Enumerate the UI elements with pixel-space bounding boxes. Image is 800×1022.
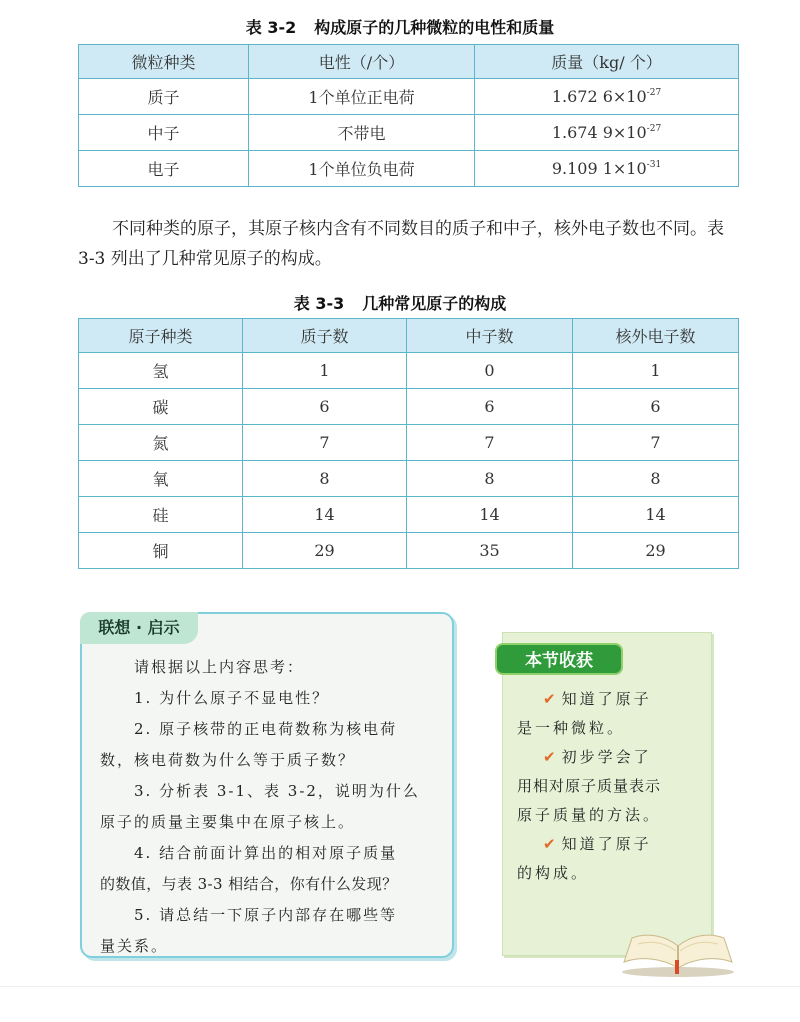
table-cell: 29 [573, 533, 739, 569]
column-header: 质量（kg/ 个） [475, 45, 739, 79]
summary-box-body [517, 685, 705, 888]
table-cell: 14 [573, 497, 739, 533]
check-icon: ✔ [543, 835, 556, 853]
table-cell: 氢 [79, 353, 243, 389]
table-cell: 1 [243, 353, 407, 389]
summary-item [517, 743, 705, 772]
summary-item [517, 685, 705, 714]
summary-text: 是一种微粒。 [517, 719, 626, 737]
column-header: 原子种类 [79, 319, 243, 353]
table-cell: 14 [243, 497, 407, 533]
check-icon: ✔ [543, 748, 556, 766]
think-box-body [100, 652, 440, 962]
table-3-3 [78, 318, 739, 569]
table-cell: 7 [573, 425, 739, 461]
table-cell: 中子 [79, 115, 249, 151]
table-cell: 6 [243, 389, 407, 425]
think-line: 数，核电荷数为什么等于质子数？ [100, 751, 356, 769]
think-box-tab: 联想 · 启示 [80, 612, 198, 644]
table-row [79, 151, 739, 187]
think-line: 原子的质量主要集中在原子核上。 [100, 813, 356, 831]
table-cell: 质子 [79, 79, 249, 115]
think-line: 2. 原子核带的正电荷数称为核电荷 [134, 720, 398, 738]
table-cell: 29 [243, 533, 407, 569]
table-cell: 1个单位正电荷 [249, 79, 475, 115]
table-cell: 35 [407, 533, 573, 569]
table-row [79, 79, 739, 115]
think-line: 量关系。 [100, 937, 169, 955]
column-header: 质子数 [243, 319, 407, 353]
table-3-3-title: 几种常见原子的构成 [362, 294, 507, 313]
table-3-2-number: 表 3-2 [245, 18, 297, 37]
table-cell: 氧 [79, 461, 243, 497]
body-paragraph: 不同种类的原子，其原子核内含有不同数目的质子和中子，核外电子数也不同。表 3-3 列出了几种常见原子的构成。 [78, 219, 724, 269]
table-row [79, 461, 739, 497]
table-cell-mass [475, 151, 739, 187]
summary-text: 初步学会了 [561, 748, 652, 766]
table-cell: 铜 [79, 533, 243, 569]
mass-exponent: -27 [646, 124, 662, 134]
table-row [79, 533, 739, 569]
table-cell: 14 [407, 497, 573, 533]
table-row [79, 115, 739, 151]
think-line: 1. 为什么原子不显电性？ [134, 689, 330, 707]
mass-value: 9.109 1×10 [551, 159, 647, 178]
check-icon: ✔ [543, 690, 556, 708]
table-3-2 [78, 44, 739, 187]
column-header: 微粒种类 [79, 45, 249, 79]
book-icon [618, 920, 738, 978]
think-line: 请根据以上内容思考： [134, 658, 305, 676]
table-cell-mass [475, 115, 739, 151]
table-header-row [79, 319, 739, 353]
table-cell: 7 [407, 425, 573, 461]
table-cell: 电子 [79, 151, 249, 187]
think-box [80, 612, 454, 958]
summary-box [502, 632, 712, 956]
table-cell: 6 [407, 389, 573, 425]
table-cell: 8 [407, 461, 573, 497]
table-3-2-title: 构成原子的几种微粒的电性和质量 [314, 18, 555, 37]
table-cell: 6 [573, 389, 739, 425]
summary-box-tab: 本节收获 [495, 643, 623, 675]
table-cell: 氮 [79, 425, 243, 461]
column-header: 电性（/个） [249, 45, 475, 79]
column-header: 核外电子数 [573, 319, 739, 353]
table-3-2-caption [0, 15, 800, 38]
summary-item [517, 830, 705, 859]
table-row [79, 497, 739, 533]
table-cell: 碳 [79, 389, 243, 425]
mass-exponent: -31 [646, 160, 662, 170]
summary-text: 用相对原子质量表示 [517, 777, 662, 795]
think-line: 4. 结合前面计算出的相对原子质量 [134, 844, 398, 862]
summary-text: 的构成。 [517, 864, 590, 882]
table-cell: 8 [243, 461, 407, 497]
table-row [79, 353, 739, 389]
think-line: 5. 请总结一下原子内部存在哪些等 [134, 906, 398, 924]
table-cell: 1个单位负电荷 [249, 151, 475, 187]
think-line: 3. 分析表 3-1、表 3-2，说明为什么 [134, 782, 420, 800]
table-header-row [79, 45, 739, 79]
summary-text: 知道了原子 [561, 690, 652, 708]
mass-exponent: -27 [646, 88, 662, 98]
table-3-3-number: 表 3-3 [293, 294, 345, 313]
table-3-3-caption [0, 291, 800, 314]
table-row [79, 425, 739, 461]
table-row [79, 389, 739, 425]
table-cell: 0 [407, 353, 573, 389]
table-cell: 硅 [79, 497, 243, 533]
summary-text: 知道了原子 [561, 835, 652, 853]
mass-value: 1.672 6×10 [551, 87, 647, 106]
table-cell: 1 [573, 353, 739, 389]
column-header: 中子数 [407, 319, 573, 353]
table-cell: 7 [243, 425, 407, 461]
summary-text: 原子质量的方法。 [517, 806, 662, 824]
table-cell: 8 [573, 461, 739, 497]
mass-value: 1.674 9×10 [551, 123, 647, 142]
table-cell: 不带电 [249, 115, 475, 151]
page-bottom-rule [0, 986, 800, 987]
think-line: 的数值，与表 3-3 相结合，你有什么发现？ [100, 875, 398, 893]
table-cell-mass [475, 79, 739, 115]
